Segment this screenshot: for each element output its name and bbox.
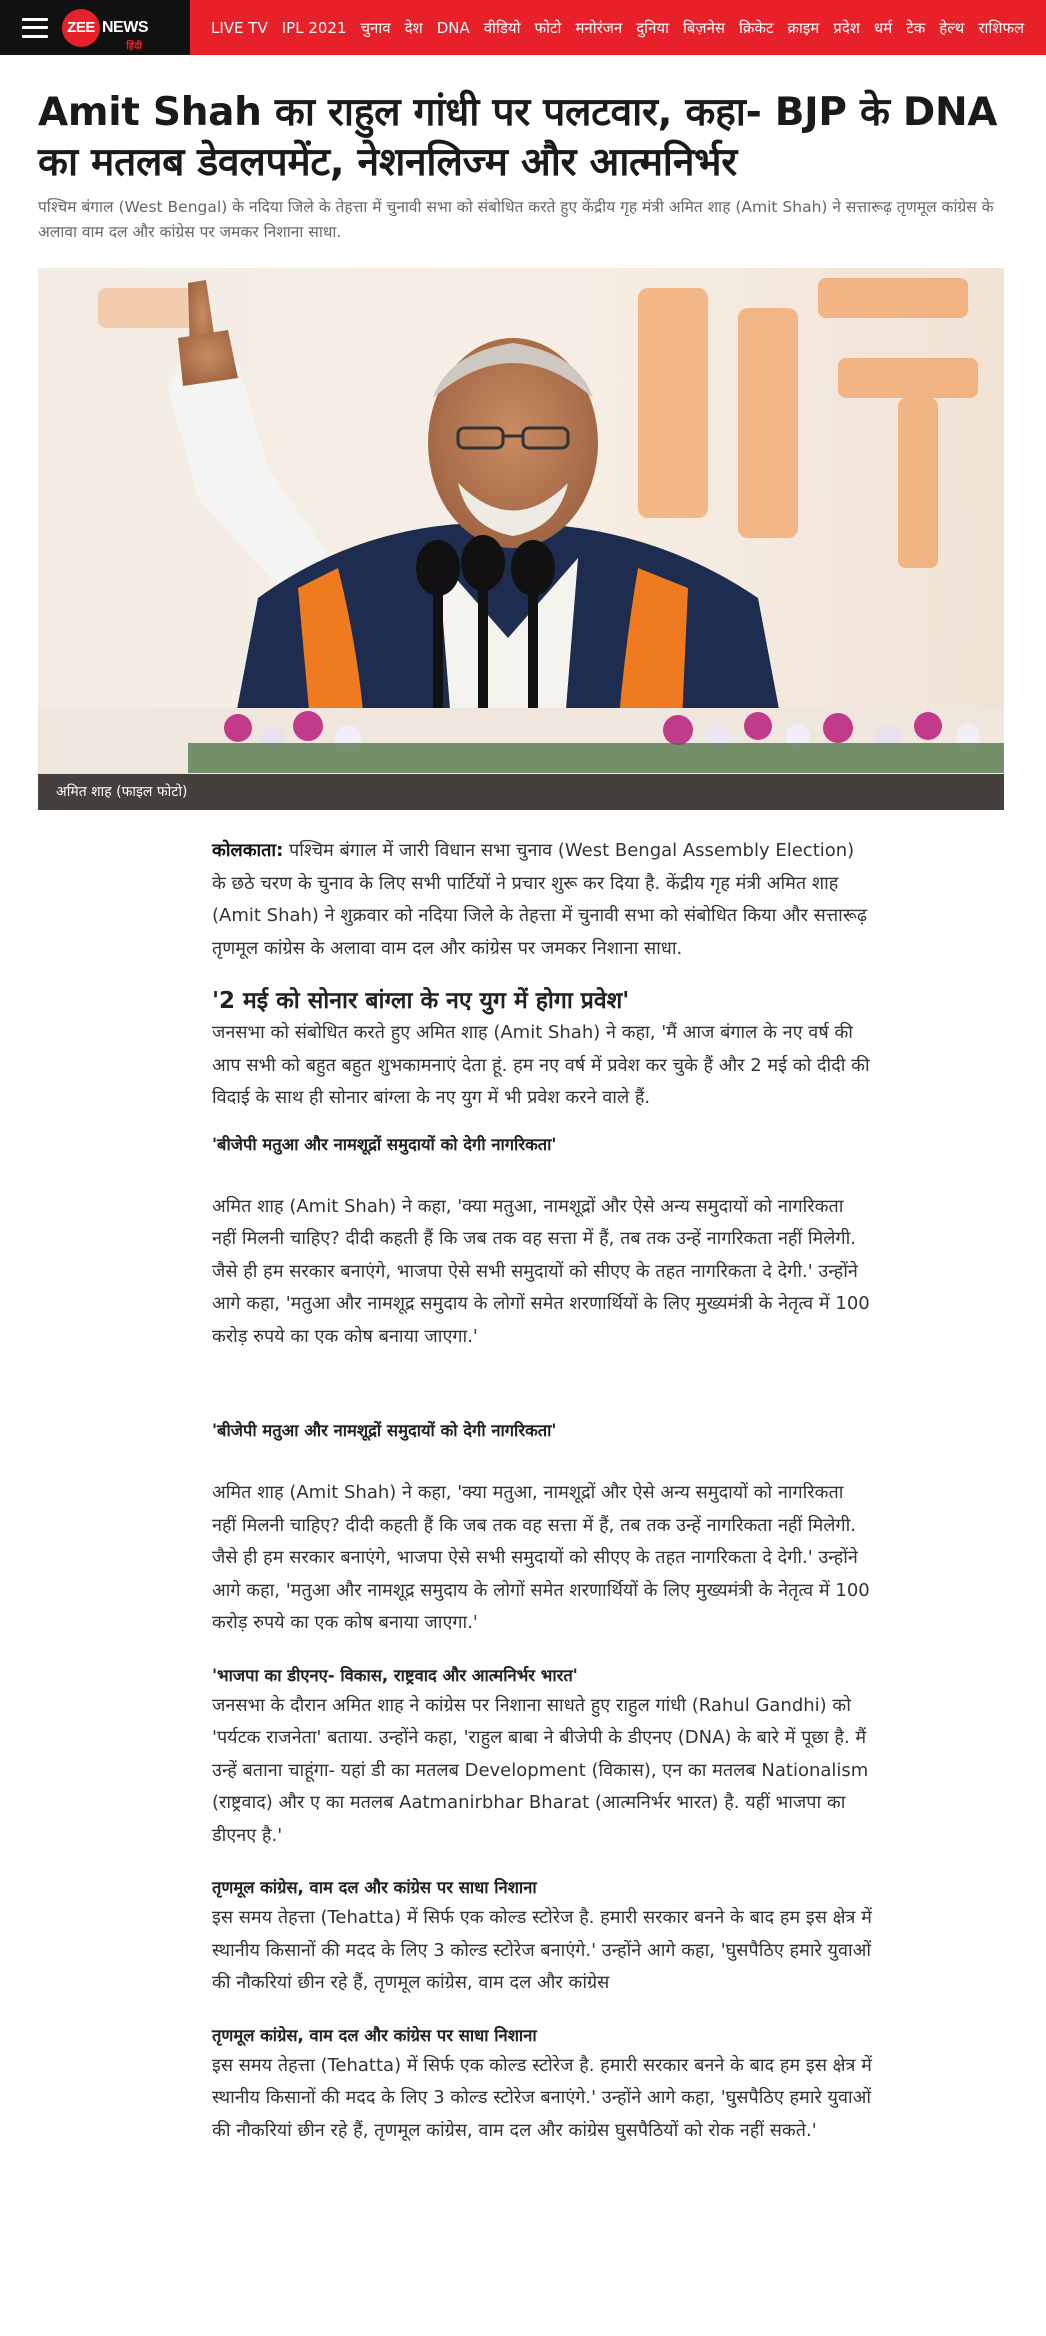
section-heading: तृणमूल कांग्रेस, वाम दल और कांग्रेस पर साधा निशाना <box>212 1878 537 1897</box>
nav-item-crime[interactable]: क्राइम <box>787 18 820 37</box>
nav-item-world[interactable]: दुनिया <box>636 18 669 37</box>
logo-hindi: हिंदी <box>126 40 142 52</box>
nav-item-country[interactable]: देश <box>404 18 423 37</box>
section-paragraph: इस समय तेहत्ता (Tehatta) में सिर्फ एक कोल्ड स्टोरेज है. हमारी सरकार बनने के बाद हम इस क्षेत्र में स्थानीय किसानों की मदद के लिए 3 कोल्ड स्टोरेज बनाएंगे.' उन्होंने आगे कहा, 'घुसपैठिए हमारे युवाओं की नौकरियां छीन रहे हैं, तृणमूल कांग्रेस, वाम दल और कांग्रेस <box>212 1907 872 1993</box>
lead-text: पश्चिम बंगाल में जारी विधान सभा चुनाव (West Bengal Assembly Election) के छठे चरण के चुनाव के लिए सभी पार्टियों ने प्रचार शुरू कर दिया है. केंद्रीय गृह मंत्री अमित शाह (Amit Shah) ने शुक्रवार को नदिया जिले के तेहत्ता में चुनावी सभा को संबोधित किया और सत्तारूढ़ तृणमूल कांग्रेस के अलावा वाम दल और कांग्रेस पर जमकर निशाना साधा. <box>212 840 867 959</box>
article-body <box>212 835 872 2147</box>
hero-illustration <box>38 268 1004 810</box>
nav-item-health[interactable]: हेल्थ <box>939 18 965 37</box>
hamburger-menu-icon[interactable] <box>22 18 48 38</box>
nav-item-ipl-2021[interactable]: IPL 2021 <box>281 18 347 37</box>
hero-image <box>38 268 1004 810</box>
nav-item-live-tv[interactable]: LIVE TV <box>211 18 268 37</box>
section-heading: 'बीजेपी मतुआ और नामशूद्रों समुदायों को देगी नागरिकता' <box>212 1421 557 1440</box>
nav-item-photo[interactable]: फोटो <box>534 18 562 37</box>
article-summary: पश्चिम बंगाल (West Bengal) के नदिया जिले के तेहत्ता में चुनावी सभा को संबोधित करते हुए केंद्रीय गृह मंत्री अमित शाह (Amit Shah) ने सत्तारूढ़ तृणमूल कांग्रेस के अलावा वाम दल और कांग्रेस पर जमकर निशाना साधा. <box>38 198 994 241</box>
nav-brand-area <box>0 0 190 55</box>
section-paragraph: जनसभा को संबोधित करते हुए अमित शाह (Amit Shah) ने कहा, 'मैं आज बंगाल के नए वर्ष की आप सभी को बहुत बहुत शुभकामनाएं देता हूं. हम नए वर्ष में प्रवेश कर चुके हैं और 2 मई को दीदी की विदाई के साथ ही सोनार बांग्ला के नए युग में भी प्रवेश करने वाले हैं. <box>212 1022 870 1108</box>
section-heading: '2 मई को सोनार बांग्ला के नए युग में होगा प्रवेश' <box>212 988 630 1014</box>
nav-item-business[interactable]: बिज़नेस <box>682 18 726 37</box>
section-paragraph: इस समय तेहत्ता (Tehatta) में सिर्फ एक कोल्ड स्टोरेज है. हमारी सरकार बनने के बाद हम इस क्षेत्र में स्थानीय किसानों की मदद के लिए 3 कोल्ड स्टोरेज बनाएंगे.' उन्होंने आगे कहा, 'घुसपैठिए हमारे युवाओं की नौकरियां छीन रहे हैं, तृणमूल कांग्रेस, वाम दल और कांग्रेस घुसपैठियों को रोक नहीं सकते.' <box>212 2054 872 2141</box>
section-heading: तृणमूल कांग्रेस, वाम दल और कांग्रेस पर साधा निशाना <box>212 2025 537 2045</box>
section-heading: 'भाजपा का डीएनए- विकास, राष्ट्रवाद और आत्मनिर्भर भारत' <box>212 1665 578 1685</box>
nav-item-state[interactable]: प्रदेश <box>833 18 860 37</box>
section-paragraph: अमित शाह (Amit Shah) ने कहा, 'क्या मतुआ, नामशूद्रों और ऐसे अन्य समुदायों को नागरिकता नहीं मिलनी चाहिए? दीदी कहती हैं कि जब तक वह सत्ता में हैं, तब तक उन्हें नागरिकता नहीं मिलेगी. जैसे ही हम सरकार बनाएंगे, भाजपा ऐसे सभी समुदायों को सीएए के तहत नागरिकता दे देगी.' उन्होंने आगे कहा, 'मतुआ और नामशूद्र समुदाय के लोगों समेत शरणार्थियों के लिए मुख्यमंत्री के नेतृत्व में 100 करोड़ रुपये का एक कोष बनाया जाएगा.' <box>212 1482 870 1633</box>
nav-item-cricket[interactable]: क्रिकेट <box>739 18 774 37</box>
nav-item-horoscope[interactable]: राशिफल <box>978 18 1025 37</box>
article-headline: Amit Shah का राहुल गांधी पर पलटवार, कहा- BJP के DNA का मतलब डेवलपमेंट, नेशनलिज्म और आत्मनिर्भर <box>38 90 998 185</box>
logo-mark: ZEE <box>62 9 100 47</box>
dateline: कोलकाता: <box>212 840 284 861</box>
nav-item-religion[interactable]: धर्म <box>873 18 893 37</box>
nav-item-dna[interactable]: DNA <box>436 18 470 37</box>
section-paragraph: अमित शाह (Amit Shah) ने कहा, 'क्या मतुआ, नामशूद्रों और ऐसे अन्य समुदायों को नागरिकता नहीं मिलनी चाहिए? दीदी कहती हैं कि जब तक वह सत्ता में हैं, तब तक उन्हें नागरिकता नहीं मिलेगी. जैसे ही हम सरकार बनाएंगे, भाजपा ऐसे सभी समुदायों को सीएए के तहत नागरिकता दे देगी.' उन्होंने आगे कहा, 'मतुआ और नामशूद्र समुदाय के लोगों समेत शरणार्थियों के लिए मुख्यमंत्री के नेतृत्व में 100 करोड़ रुपये का एक कोष बनाया जाएगा.' <box>212 1195 870 1347</box>
image-caption: अमित शाह (फाइल फोटो) <box>38 774 1004 810</box>
lead-paragraph <box>212 835 872 965</box>
zee-news-logo[interactable] <box>62 8 148 52</box>
nav-item-entertainment[interactable]: मनोरंजन <box>575 18 623 37</box>
nav-menu <box>190 18 1031 38</box>
nav-item-elections[interactable]: चुनाव <box>360 18 391 37</box>
section-heading: 'बीजेपी मतुआ और नामशूद्रों समुदायों को देगी नागरिकता' <box>212 1134 557 1154</box>
nav-item-tech[interactable]: टेक <box>906 18 926 37</box>
logo-word: NEWS <box>102 18 148 36</box>
top-nav-bar <box>0 0 1046 55</box>
nav-item-video[interactable]: वीडियो <box>483 18 521 37</box>
section-paragraph: जनसभा के दौरान अमित शाह ने कांग्रेस पर निशाना साधते हुए राहुल गांधी (Rahul Gandhi) को 'पर्यटक राजनेता' बताया. उन्होंने कहा, 'राहुल बाबा ने बीजेपी के डीएनए (DNA) के बारे में पूछा है. मैं उन्हें बताना चाहूंगा- यहां डी का मतलब Development (विकास), एन का मतलब Nationalism (राष्ट्रवाद) और ए का मतलब Aatmanirbhar Bharat (आत्मनिर्भर भारत) है. यहीं भाजपा का डीएनए है.' <box>212 1694 869 1846</box>
